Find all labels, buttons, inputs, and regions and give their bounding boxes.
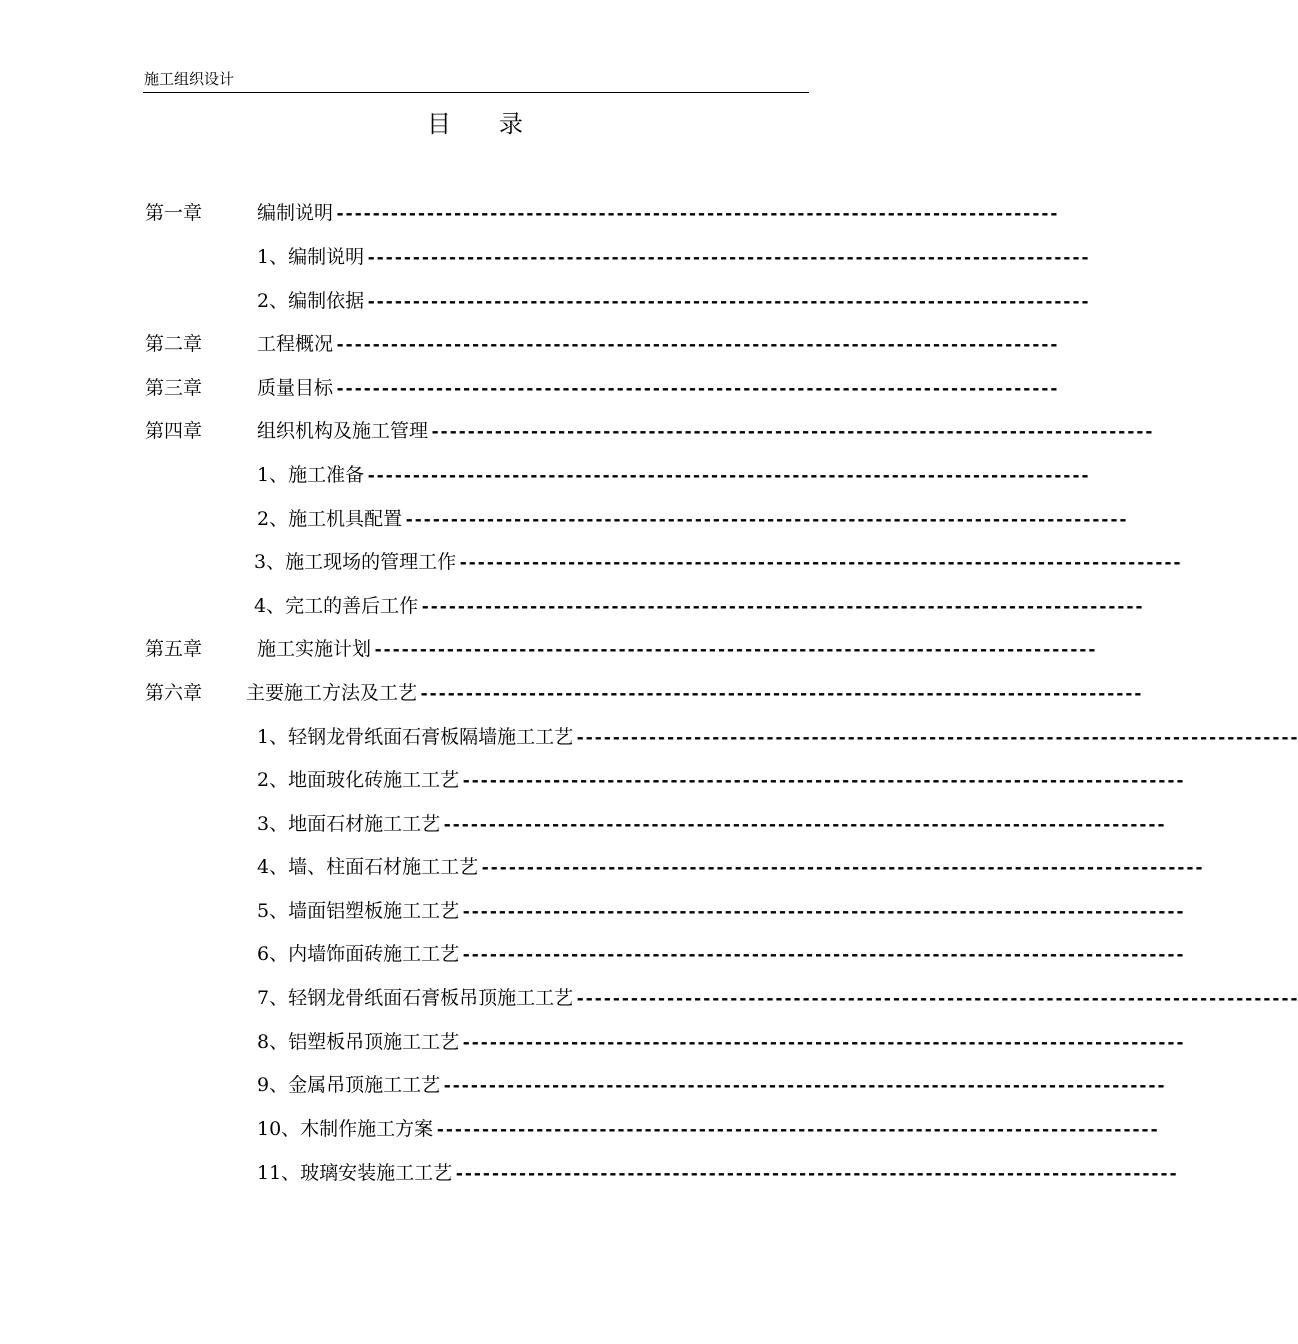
toc-entry	[0, 678, 1142, 708]
leader-dashes: --------------------------------------------------------------------------------	[404, 510, 1127, 530]
leader-dashes: --------------------------------------------------------------------------------	[335, 335, 1058, 355]
toc-entry-line	[257, 722, 1298, 753]
toc-entry	[0, 1027, 1184, 1057]
entry-title: 11、玻璃安装施工工艺	[257, 1162, 453, 1184]
toc-entry	[0, 1114, 1158, 1144]
toc-entry	[0, 329, 1058, 359]
toc-entry	[0, 939, 1184, 969]
chapter-label: 第四章	[145, 420, 203, 442]
leader-dashes: --------------------------------------------------------------------------------	[335, 379, 1058, 399]
toc-entry	[0, 373, 1058, 403]
toc-entry	[0, 809, 1165, 839]
toc-entry-line	[257, 939, 1184, 970]
leader-dashes: --------------------------------------------------------------------------------	[461, 902, 1184, 922]
entry-title: 9、金属吊顶施工工艺	[257, 1074, 441, 1096]
leader-dashes: --------------------------------------------------------------------------------	[419, 684, 1142, 704]
entry-title: 7、轻钢龙骨纸面石膏板吊顶施工工艺	[257, 987, 574, 1009]
toc-entry-line	[257, 329, 1058, 360]
header-text: 施工组织设计	[144, 70, 235, 88]
entry-title: 2、编制依据	[257, 290, 365, 312]
leader-dashes: --------------------------------------------------------------------------------	[442, 1076, 1165, 1096]
toc-entry-line	[257, 896, 1184, 927]
toc-entry	[0, 722, 1298, 752]
entry-title: 质量目标	[257, 377, 334, 399]
chapter-label: 第六章	[145, 682, 203, 704]
toc-entry	[0, 765, 1184, 795]
toc-entry-line	[257, 852, 1203, 883]
entry-title: 1、施工准备	[257, 464, 365, 486]
entry-title: 6、内墙饰面砖施工工艺	[257, 943, 460, 965]
toc-entry	[0, 286, 1089, 316]
leader-dashes: --------------------------------------------------------------------------------	[366, 466, 1089, 486]
leader-dashes: --------------------------------------------------------------------------------	[335, 204, 1058, 224]
toc-entry-line	[257, 1070, 1165, 1101]
leader-dashes: --------------------------------------------------------------------------------	[575, 728, 1298, 748]
chapter-label: 第五章	[145, 638, 203, 660]
entry-title: 8、铝塑板吊顶施工工艺	[257, 1031, 460, 1053]
toc-entry	[0, 896, 1184, 926]
toc-entry-line	[257, 286, 1089, 317]
leader-dashes: --------------------------------------------------------------------------------	[366, 292, 1089, 312]
toc-entry-line	[257, 242, 1089, 273]
toc-entry-line	[257, 1114, 1158, 1145]
toc-entry-line	[257, 1158, 1177, 1189]
leader-dashes: --------------------------------------------------------------------------------	[575, 989, 1298, 1009]
toc-entry-line	[257, 460, 1089, 491]
toc-entry	[0, 983, 1298, 1013]
chapter-label: 第二章	[145, 333, 203, 355]
toc-entry	[0, 198, 1058, 228]
toc-entry	[0, 634, 1096, 664]
entry-title: 4、墙、柱面石材施工工艺	[257, 856, 479, 878]
leader-dashes: --------------------------------------------------------------------------------	[480, 858, 1203, 878]
toc-entry-line	[254, 591, 1143, 622]
entry-title: 10、木制作施工方案	[257, 1118, 434, 1140]
toc-entry-line	[257, 809, 1165, 840]
toc-entry	[0, 242, 1089, 272]
toc-entry	[0, 852, 1203, 882]
chapter-label: 第三章	[145, 377, 203, 399]
toc-entry-line	[246, 678, 1142, 709]
entry-title: 施工实施计划	[257, 638, 372, 660]
leader-dashes: --------------------------------------------------------------------------------	[461, 1033, 1184, 1053]
entry-title: 4、完工的善后工作	[254, 595, 419, 617]
toc-entry-line	[254, 547, 1181, 578]
toc-entry-line	[257, 1027, 1184, 1058]
leader-dashes: --------------------------------------------------------------------------------	[430, 422, 1153, 442]
entry-title: 3、地面石材施工工艺	[257, 813, 441, 835]
leader-dashes: --------------------------------------------------------------------------------	[373, 640, 1096, 660]
chapter-label: 第一章	[145, 202, 203, 224]
leader-dashes: --------------------------------------------------------------------------------	[435, 1120, 1158, 1140]
entry-title: 1、编制说明	[257, 246, 365, 268]
toc-entry-line	[257, 983, 1298, 1014]
entry-title: 5、墙面铝塑板施工工艺	[257, 900, 460, 922]
toc-entry-line	[257, 504, 1127, 535]
entry-title: 3、施工现场的管理工作	[254, 551, 457, 573]
leader-dashes: --------------------------------------------------------------------------------	[366, 248, 1089, 268]
leader-dashes: --------------------------------------------------------------------------------	[458, 553, 1181, 573]
entry-title: 工程概况	[257, 333, 334, 355]
toc-entry-line	[257, 634, 1096, 665]
toc-entry	[0, 547, 1181, 577]
toc-entry	[0, 591, 1143, 621]
toc-entry	[0, 1158, 1177, 1188]
toc-entry-line	[257, 373, 1058, 404]
toc-entry-line	[257, 765, 1184, 796]
entry-title: 2、施工机具配置	[257, 508, 403, 530]
entry-title: 主要施工方法及工艺	[246, 682, 418, 704]
entry-title: 组织机构及施工管理	[257, 420, 429, 442]
toc-entry	[0, 460, 1089, 490]
page-header	[143, 68, 809, 93]
leader-dashes: --------------------------------------------------------------------------------	[442, 815, 1165, 835]
toc-entry-line	[257, 416, 1153, 447]
leader-dashes: --------------------------------------------------------------------------------	[461, 945, 1184, 965]
toc-title: 目录	[427, 110, 571, 138]
entry-title: 编制说明	[257, 202, 334, 224]
toc-entry	[0, 1070, 1165, 1100]
leader-dashes: --------------------------------------------------------------------------------	[420, 597, 1143, 617]
entry-title: 2、地面玻化砖施工工艺	[257, 769, 460, 791]
leader-dashes: --------------------------------------------------------------------------------	[461, 771, 1184, 791]
leader-dashes: --------------------------------------------------------------------------------	[454, 1164, 1177, 1184]
toc-entry	[0, 504, 1127, 534]
toc-entry	[0, 416, 1153, 446]
entry-title: 1、轻钢龙骨纸面石膏板隔墙施工工艺	[257, 726, 574, 748]
toc-entry-line	[257, 198, 1058, 229]
